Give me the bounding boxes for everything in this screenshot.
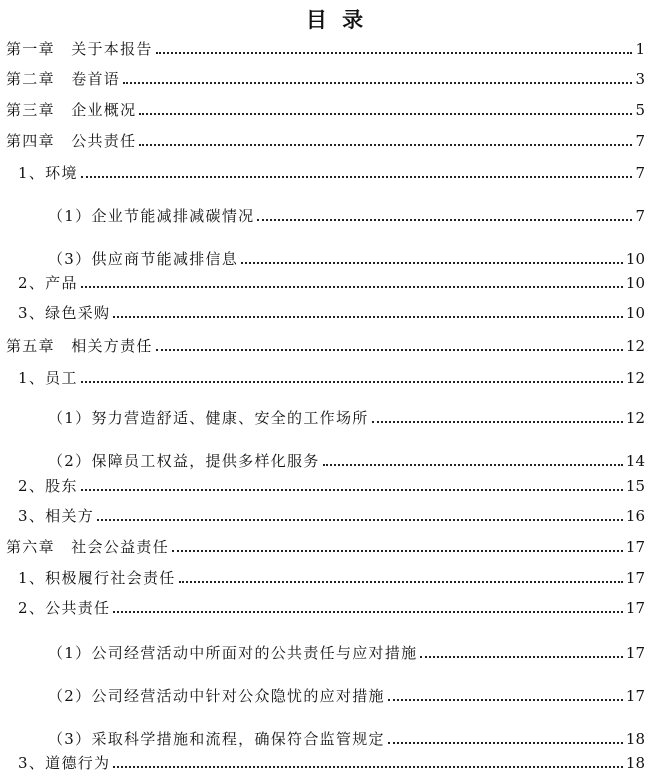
toc-entry-page-number: 17: [625, 599, 645, 617]
toc-entry[interactable]: [6, 128, 645, 150]
toc-entry[interactable]: [18, 270, 645, 292]
toc-entry-page-number: 18: [625, 754, 645, 772]
toc-entry[interactable]: [18, 300, 645, 322]
toc-entry-page-number: 14: [625, 452, 645, 470]
toc-entry-label: （1）努力营造舒适、健康、安全的工作场所: [48, 409, 369, 427]
toc-entry[interactable]: [18, 473, 645, 495]
toc-entry-label: 1、环境: [18, 164, 78, 182]
toc-entry-page-number: 3: [635, 70, 645, 88]
toc-entry[interactable]: [6, 534, 645, 556]
toc-dot-leader: [241, 262, 623, 264]
toc-dot-leader: [156, 52, 632, 54]
toc-entry-label: 第五章 相关方责任: [6, 337, 153, 355]
toc-entry[interactable]: [18, 503, 645, 525]
toc-dot-leader: [81, 286, 623, 288]
toc-dot-leader: [123, 82, 632, 84]
toc-entry-page-number: 10: [625, 250, 645, 268]
toc-entry-label: 3、绿色采购: [18, 304, 111, 322]
toc-entry[interactable]: [6, 36, 645, 58]
toc-entry[interactable]: [6, 66, 645, 88]
toc-entry-page-number: 17: [625, 569, 645, 587]
toc-dot-leader: [323, 464, 623, 466]
toc-dot-leader: [81, 381, 623, 383]
toc-entry-label: 第二章 卷首语: [6, 70, 121, 88]
toc-entry-page-number: 5: [635, 101, 645, 119]
toc-entry[interactable]: [48, 726, 645, 748]
toc-entry-page-number: 10: [625, 304, 645, 322]
toc-entry-label: 1、积极履行社会责任: [18, 569, 176, 587]
toc-entry[interactable]: [18, 595, 645, 617]
toc-dot-leader: [179, 581, 623, 583]
toc-dot-leader: [388, 742, 623, 744]
toc-dot-leader: [97, 519, 623, 521]
toc-entry-page-number: 7: [635, 132, 645, 150]
toc-entry-label: 1、员工: [18, 369, 78, 387]
toc-title: 目 录: [305, 7, 366, 32]
toc-entry-page-number: 7: [635, 207, 645, 225]
toc-entry[interactable]: [48, 203, 645, 225]
toc-dot-leader: [257, 219, 632, 221]
toc-entry-page-number: 12: [625, 337, 645, 355]
toc-entry-label: 3、道德行为: [18, 754, 111, 772]
toc-entry-page-number: 17: [625, 687, 645, 705]
toc-entry-page-number: 17: [625, 538, 645, 556]
toc-entry-label: 第三章 企业概况: [6, 101, 137, 119]
toc-entry-page-number: 15: [625, 477, 645, 495]
toc-entry[interactable]: [48, 246, 645, 268]
toc-entry-label: 第四章 公共责任: [6, 132, 137, 150]
toc-entry[interactable]: [48, 405, 645, 427]
toc-entry[interactable]: [48, 683, 645, 705]
toc-entry-page-number: 12: [625, 369, 645, 387]
toc-entry-label: （3）采取科学措施和流程，确保符合监管规定: [48, 730, 385, 748]
toc-entry[interactable]: [18, 365, 645, 387]
toc-entry[interactable]: [18, 565, 645, 587]
toc-dot-leader: [172, 550, 623, 552]
toc-entry-label: （1）公司经营活动中所面对的公共责任与应对措施: [48, 644, 418, 662]
toc-entry-page-number: 17: [625, 644, 645, 662]
toc-entry[interactable]: [48, 640, 645, 662]
toc-entry[interactable]: [6, 97, 645, 119]
toc-dot-leader: [139, 113, 632, 115]
toc-dot-leader: [139, 144, 632, 146]
toc-dot-leader: [113, 316, 623, 318]
toc-entry-page-number: 7: [635, 164, 645, 182]
toc-entry[interactable]: [18, 160, 645, 182]
toc-dot-leader: [388, 699, 623, 701]
toc-entry-label: （2）公司经营活动中针对公众隐忧的应对措施: [48, 687, 385, 705]
toc-entry-page-number: 18: [625, 730, 645, 748]
toc-entry-label: （3）供应商节能减排信息: [48, 250, 239, 268]
toc-entry-label: 3、相关方: [18, 507, 95, 525]
toc-dot-leader: [81, 176, 632, 178]
toc-entry-label: 2、公共责任: [18, 599, 111, 617]
toc-dot-leader: [113, 611, 623, 613]
toc-entry-page-number: 16: [625, 507, 645, 525]
toc-dot-leader: [372, 421, 623, 423]
toc-entry-label: 第六章 社会公益责任: [6, 538, 170, 556]
toc-entry-label: 第一章 关于本报告: [6, 40, 153, 58]
toc-entry-label: （1）企业节能减排减碳情况: [48, 207, 255, 225]
toc-entry-label: 2、产品: [18, 274, 78, 292]
toc-entry-page-number: 10: [625, 274, 645, 292]
toc-entry[interactable]: [48, 448, 645, 470]
toc-entry-label: 2、股东: [18, 477, 78, 495]
toc-entry[interactable]: [18, 750, 645, 772]
toc-entry-page-number: 1: [635, 40, 645, 58]
toc-entry-label: （2）保障员工权益，提供多样化服务: [48, 452, 320, 470]
toc-dot-leader: [156, 349, 623, 351]
toc-dot-leader: [113, 766, 623, 768]
toc-dot-leader: [420, 656, 622, 658]
toc-entry-page-number: 12: [625, 409, 645, 427]
toc-dot-leader: [81, 489, 623, 491]
toc-entry[interactable]: [6, 333, 645, 355]
